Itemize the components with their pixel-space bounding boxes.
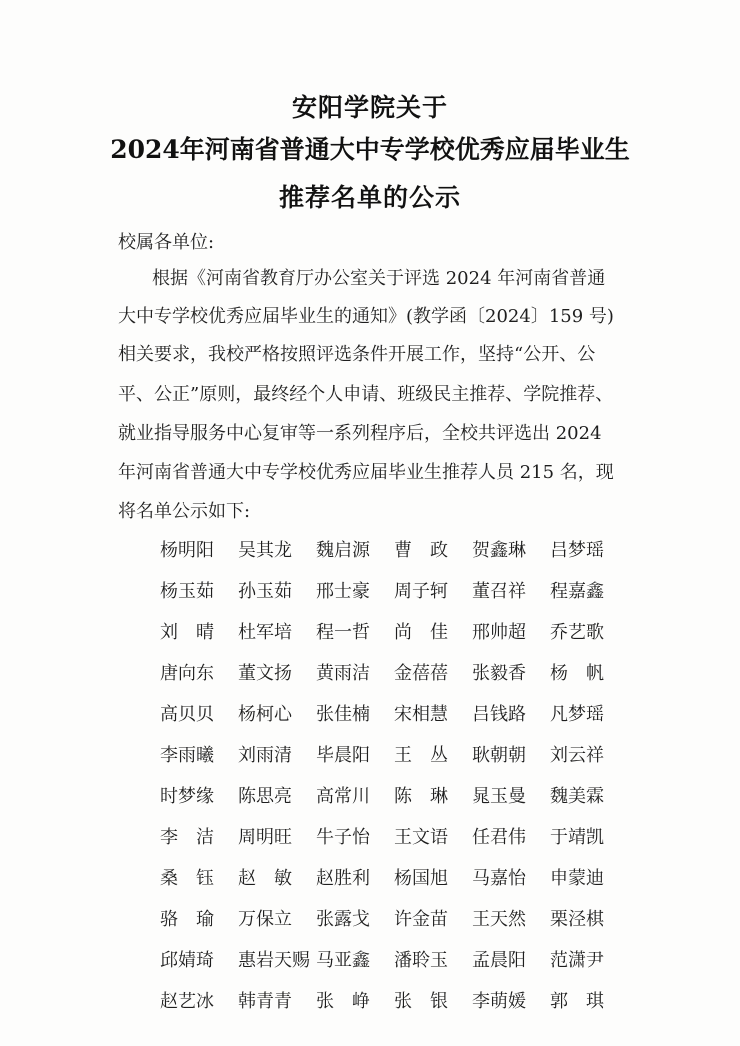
name-cell: 许金苗 <box>394 909 448 930</box>
name-row <box>160 705 640 746</box>
name-cell: 邱婧琦 <box>160 950 214 971</box>
name-cell: 吴其龙 <box>238 540 292 561</box>
name-cell: 韩青青 <box>238 991 292 1012</box>
name-cell: 王 丛 <box>394 745 448 766</box>
name-row <box>160 828 640 869</box>
name-cell: 唐向东 <box>160 663 214 684</box>
name-cell: 孟晨阳 <box>472 950 526 971</box>
name-cell: 马亚鑫 <box>316 950 370 971</box>
paragraph-line: 大中专学校优秀应届毕业生的通知》(教学函〔2024〕159 号) <box>118 306 614 327</box>
name-row <box>160 582 640 623</box>
name-cell: 宋相慧 <box>394 704 448 725</box>
name-cell: 范潇尹 <box>550 950 604 971</box>
name-cell: 周子轲 <box>394 581 448 602</box>
name-cell: 耿朝朝 <box>472 745 526 766</box>
name-cell: 晁玉曼 <box>472 786 526 807</box>
paragraph-line: 根据《河南省教育厅办公室关于评选 2024 年河南省普通 <box>152 268 606 289</box>
name-cell: 魏启源 <box>316 540 370 561</box>
name-cell: 郭 琪 <box>550 991 604 1012</box>
name-row <box>160 951 640 992</box>
name-cell: 赵 敏 <box>238 868 292 889</box>
name-cell: 申蒙迪 <box>550 868 604 889</box>
name-cell: 杨玉茹 <box>160 581 214 602</box>
name-cell: 赵胜利 <box>316 868 370 889</box>
paragraph-line: 相关要求，我校严格按照评选条件开展工作，坚持“公开、公 <box>118 344 596 365</box>
name-cell: 马嘉怡 <box>472 868 526 889</box>
name-cell: 骆 瑜 <box>160 909 214 930</box>
name-row <box>160 869 640 910</box>
name-cell: 张 银 <box>394 991 448 1012</box>
name-cell: 王天然 <box>472 909 526 930</box>
name-cell: 吕钱路 <box>472 704 526 725</box>
name-row <box>160 787 640 828</box>
name-cell: 杨 帆 <box>550 663 604 684</box>
name-cell: 潘聆玉 <box>394 950 448 971</box>
document-title-line-3: 推荐名单的公示 <box>278 183 461 212</box>
name-cell: 邢士豪 <box>316 581 370 602</box>
name-cell: 董召祥 <box>472 581 526 602</box>
name-cell: 张毅香 <box>472 663 526 684</box>
name-cell: 孙玉茹 <box>238 581 292 602</box>
name-cell: 杨国旭 <box>394 868 448 889</box>
name-cell: 凡梦瑶 <box>550 704 604 725</box>
name-cell: 陈思亮 <box>238 786 292 807</box>
document-title-line-1: 安阳学院关于 <box>291 93 448 122</box>
name-cell: 惠岩天赐 <box>238 950 310 971</box>
name-cell: 周明旺 <box>238 827 292 848</box>
name-row <box>160 992 640 1033</box>
paragraph-line: 就业指导服务中心复审等一系列程序后，全校共评选出 2024 <box>118 423 602 444</box>
name-row <box>160 746 640 787</box>
paragraph-line: 将名单公示如下: <box>118 501 251 522</box>
name-cell: 毕晨阳 <box>316 745 370 766</box>
name-row <box>160 541 640 582</box>
name-cell: 乔艺歌 <box>550 622 604 643</box>
name-cell: 李雨曦 <box>160 745 214 766</box>
name-cell: 程嘉鑫 <box>550 581 604 602</box>
name-cell: 黄雨洁 <box>316 663 370 684</box>
name-cell: 桑 钰 <box>160 868 214 889</box>
name-cell: 尚 佳 <box>394 622 448 643</box>
name-cell: 李萌媛 <box>472 991 526 1012</box>
name-cell: 于靖凯 <box>550 827 604 848</box>
name-cell: 董文扬 <box>238 663 292 684</box>
name-cell: 李 洁 <box>160 827 214 848</box>
name-cell: 张 峥 <box>316 991 370 1012</box>
name-cell: 牛子怡 <box>316 827 370 848</box>
name-list <box>160 541 640 1033</box>
name-cell: 邢帅超 <box>472 622 526 643</box>
name-cell: 曹 政 <box>394 540 448 561</box>
name-cell: 刘云祥 <box>550 745 604 766</box>
name-cell: 魏美霖 <box>550 786 604 807</box>
name-cell: 杨柯心 <box>238 704 292 725</box>
name-cell: 吕梦瑶 <box>550 540 604 561</box>
name-cell: 杜军培 <box>238 622 292 643</box>
name-cell: 刘 晴 <box>160 622 214 643</box>
name-cell: 程一哲 <box>316 622 370 643</box>
paragraph-line: 平、公正”原则，最终经个人申请、班级民主推荐、学院推荐、 <box>118 384 614 405</box>
name-cell: 杨明阳 <box>160 540 214 561</box>
name-cell: 王文语 <box>394 827 448 848</box>
name-cell: 张佳楠 <box>316 704 370 725</box>
name-cell: 高贝贝 <box>160 704 214 725</box>
name-cell: 万保立 <box>238 909 292 930</box>
name-cell: 任君伟 <box>472 827 526 848</box>
salutation: 校属各单位: <box>118 232 215 253</box>
name-cell: 栗泾棋 <box>550 909 604 930</box>
name-row <box>160 623 640 664</box>
paragraph-line: 年河南省普通大中专学校优秀应届毕业生推荐人员 215 名，现 <box>118 462 614 483</box>
name-cell: 贺鑫琳 <box>472 540 526 561</box>
name-row <box>160 664 640 705</box>
name-cell: 陈 琳 <box>394 786 448 807</box>
name-row <box>160 910 640 951</box>
name-cell: 时梦缘 <box>160 786 214 807</box>
name-cell: 金蓓蓓 <box>394 663 448 684</box>
document-title-line-2: 2024年河南省普通大中专学校优秀应届毕业生 <box>110 135 630 164</box>
name-cell: 高常川 <box>316 786 370 807</box>
name-cell: 赵艺冰 <box>160 991 214 1012</box>
name-cell: 刘雨清 <box>238 745 292 766</box>
name-cell: 张露戈 <box>316 909 370 930</box>
